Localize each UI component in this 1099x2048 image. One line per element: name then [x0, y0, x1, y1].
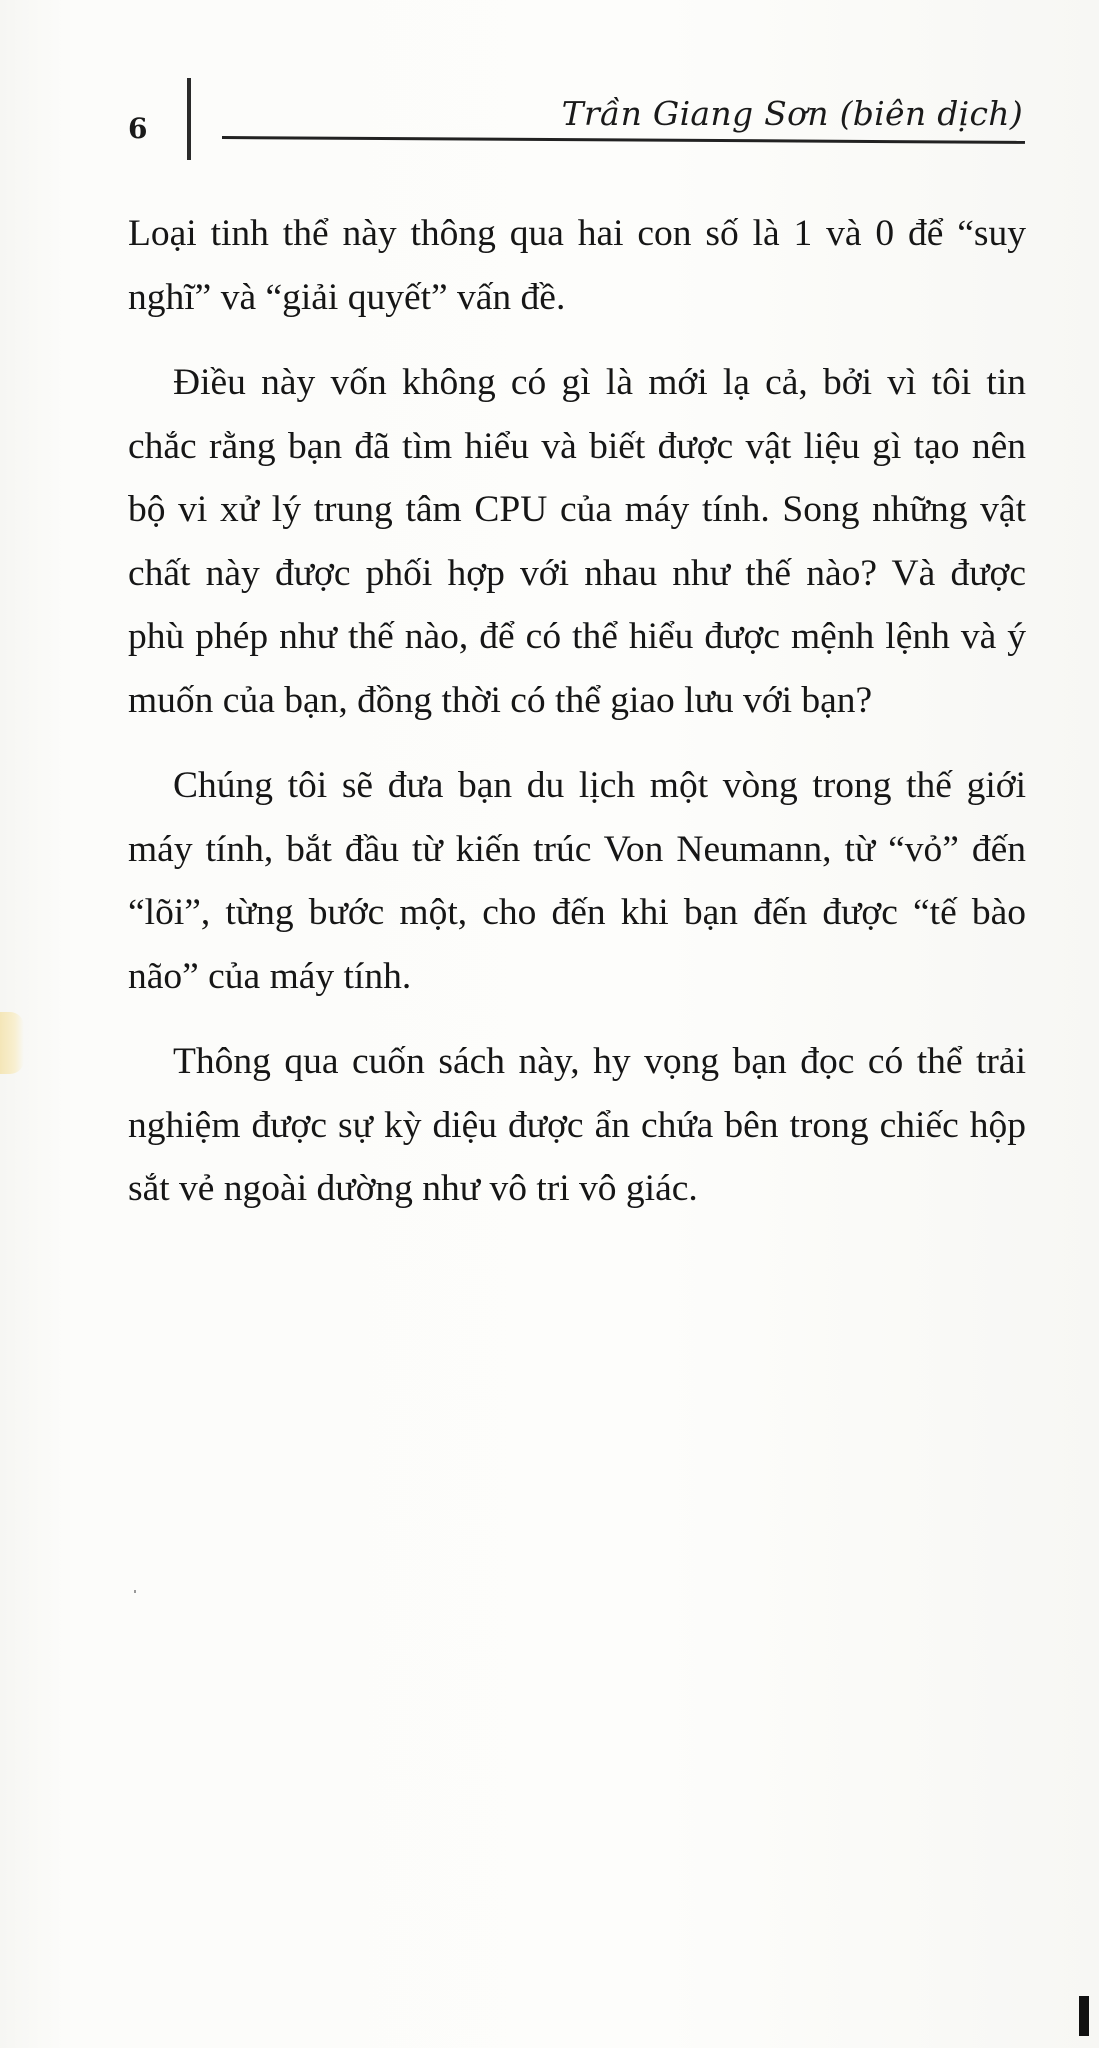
- page-edge-mark: [0, 1012, 24, 1074]
- corner-scan-mark: [1079, 1996, 1089, 2036]
- paragraph-1: Loại tinh thể này thông qua hai con số là 1 và 0 để “suy nghĩ” và “giải quyết” vấn đề.: [128, 213, 1026, 318]
- paragraph-3: Chúng tôi sẽ đưa bạn du lịch một vòng trong thế giới máy tính, bắt đầu từ kiến trúc Von Neumann, từ “vỏ” đến “lõi”, từng bước một, cho đến khi bạn đến được “tế bào não” của máy tính.: [128, 765, 1026, 997]
- running-header-title: Trần Giang Sơn (biên dịch): [561, 94, 1023, 133]
- page-number: 6: [128, 112, 148, 145]
- paragraph-2: Điều này vốn không có gì là mới lạ cả, bởi vì tôi tin chắc rằng bạn đã tìm hiểu và biết được vật liệu gì tạo nên bộ vi xử lý trung tâm CPU của máy tính. Song những vật chất này được phối hợp với nhau như thế nào? Và được phù phép như thế nào, để có thể hiểu được mệnh lệnh và ý muốn của bạn, đồng thời có thể giao lưu với bạn?: [128, 362, 1026, 721]
- body-text: [128, 202, 1026, 1243]
- paragraph-4: Thông qua cuốn sách này, hy vọng bạn đọc có thể trải nghiệm được sự kỳ diệu được ẩn chứa bên trong chiếc hộp sắt vẻ ngoài dường như vô tri vô giác.: [128, 1041, 1026, 1209]
- header-rule: [222, 136, 1025, 144]
- paper-speck: [134, 1590, 136, 1593]
- header-divider-bar: [187, 78, 191, 160]
